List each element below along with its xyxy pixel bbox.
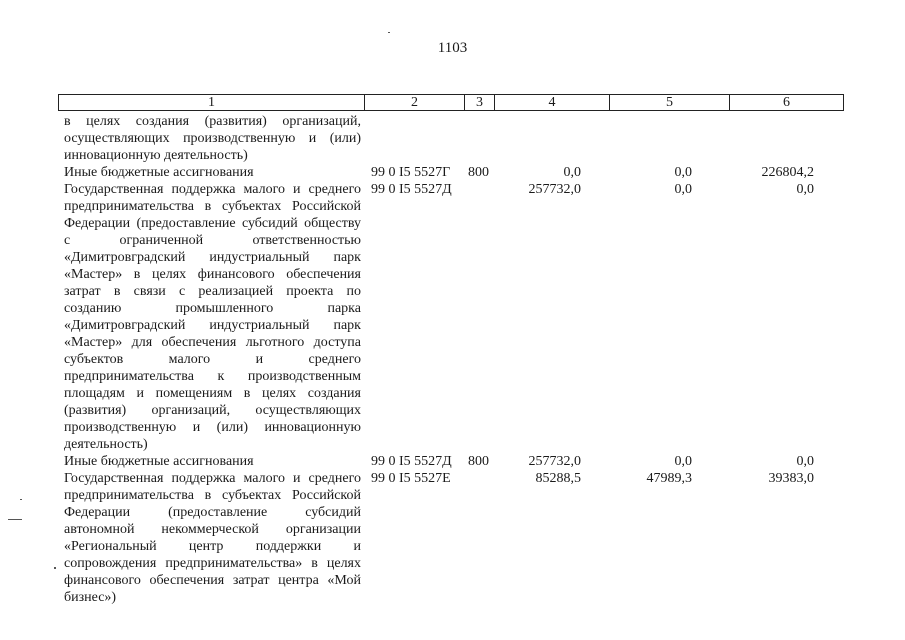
scan-mark	[20, 499, 22, 500]
header-col-1: 1	[59, 95, 365, 110]
row-value-4: 257732,0	[528, 454, 581, 469]
row-value-4: 0,0	[563, 165, 581, 180]
header-col-5: 5	[610, 95, 730, 110]
header-col-2: 2	[365, 95, 465, 110]
row-value-6: 0,0	[796, 454, 814, 469]
row-value-6: 0,0	[796, 182, 814, 197]
table-header	[58, 94, 844, 111]
row-code: 99 0 I5 5527Д	[371, 454, 452, 469]
row-value-4: 85288,5	[535, 471, 581, 486]
row-description: в целях создания (развития) организаций, осуществляющих производственную и (или) инновационную деятельность)	[64, 114, 361, 163]
row-value-6: 226804,2	[761, 165, 814, 180]
scan-mark	[388, 32, 390, 33]
row-value-5: 0,0	[674, 165, 692, 180]
row-code: 99 0 I5 5527Е	[371, 471, 451, 486]
row-type: 800	[468, 454, 489, 469]
table-body	[0, 113, 905, 606]
row-type: 800	[468, 165, 489, 180]
row-code: 99 0 I5 5527Г	[371, 165, 451, 180]
row-value-5: 0,0	[674, 454, 692, 469]
row-description: Иные бюджетные ассигнования	[64, 165, 254, 180]
table-row	[0, 453, 905, 470]
row-value-4: 257732,0	[528, 182, 581, 197]
row-description: Государственная поддержка малого и среднего предпринимательства в субъектах Российской Федерации (предоставление субсидий автономной некоммерческой организации «Региональный центр поддержки и сопровождения предпринимательства» в целях финансового обеспечения затрат центра «Мой бизнес»)	[64, 471, 361, 605]
header-col-3: 3	[465, 95, 495, 110]
row-description: Иные бюджетные ассигнования	[64, 454, 254, 469]
scan-mark	[54, 567, 56, 569]
row-code: 99 0 I5 5527Д	[371, 182, 452, 197]
header-col-4: 4	[495, 95, 610, 110]
table-row	[0, 181, 905, 453]
page-number: 1103	[437, 40, 468, 56]
row-value-5: 0,0	[674, 182, 692, 197]
table-row	[0, 113, 905, 164]
row-value-5: 47989,3	[646, 471, 692, 486]
row-value-6: 39383,0	[768, 471, 814, 486]
table-row	[0, 164, 905, 181]
header-col-6: 6	[783, 95, 790, 110]
scan-mark	[8, 519, 22, 520]
row-description: Государственная поддержка малого и среднего предпринимательства в субъектах Российской Федерации (предоставление субсидий обществу с ограниченной ответственностью «Димитровградский индустриальный парк «Мастер» в целях финансового обеспечения затрат в связи с реализацией проекта по созданию промышленного парка «Димитровградский индустриальный парк «Мастер» для обеспечения льготного доступа субъектов малого и среднего предпринимательства к производственным площадям и помещениям в целях создания (развития) организаций, осуществляющих производственную и (или) инновационную деятельность)	[64, 182, 361, 452]
table-row	[0, 470, 905, 606]
